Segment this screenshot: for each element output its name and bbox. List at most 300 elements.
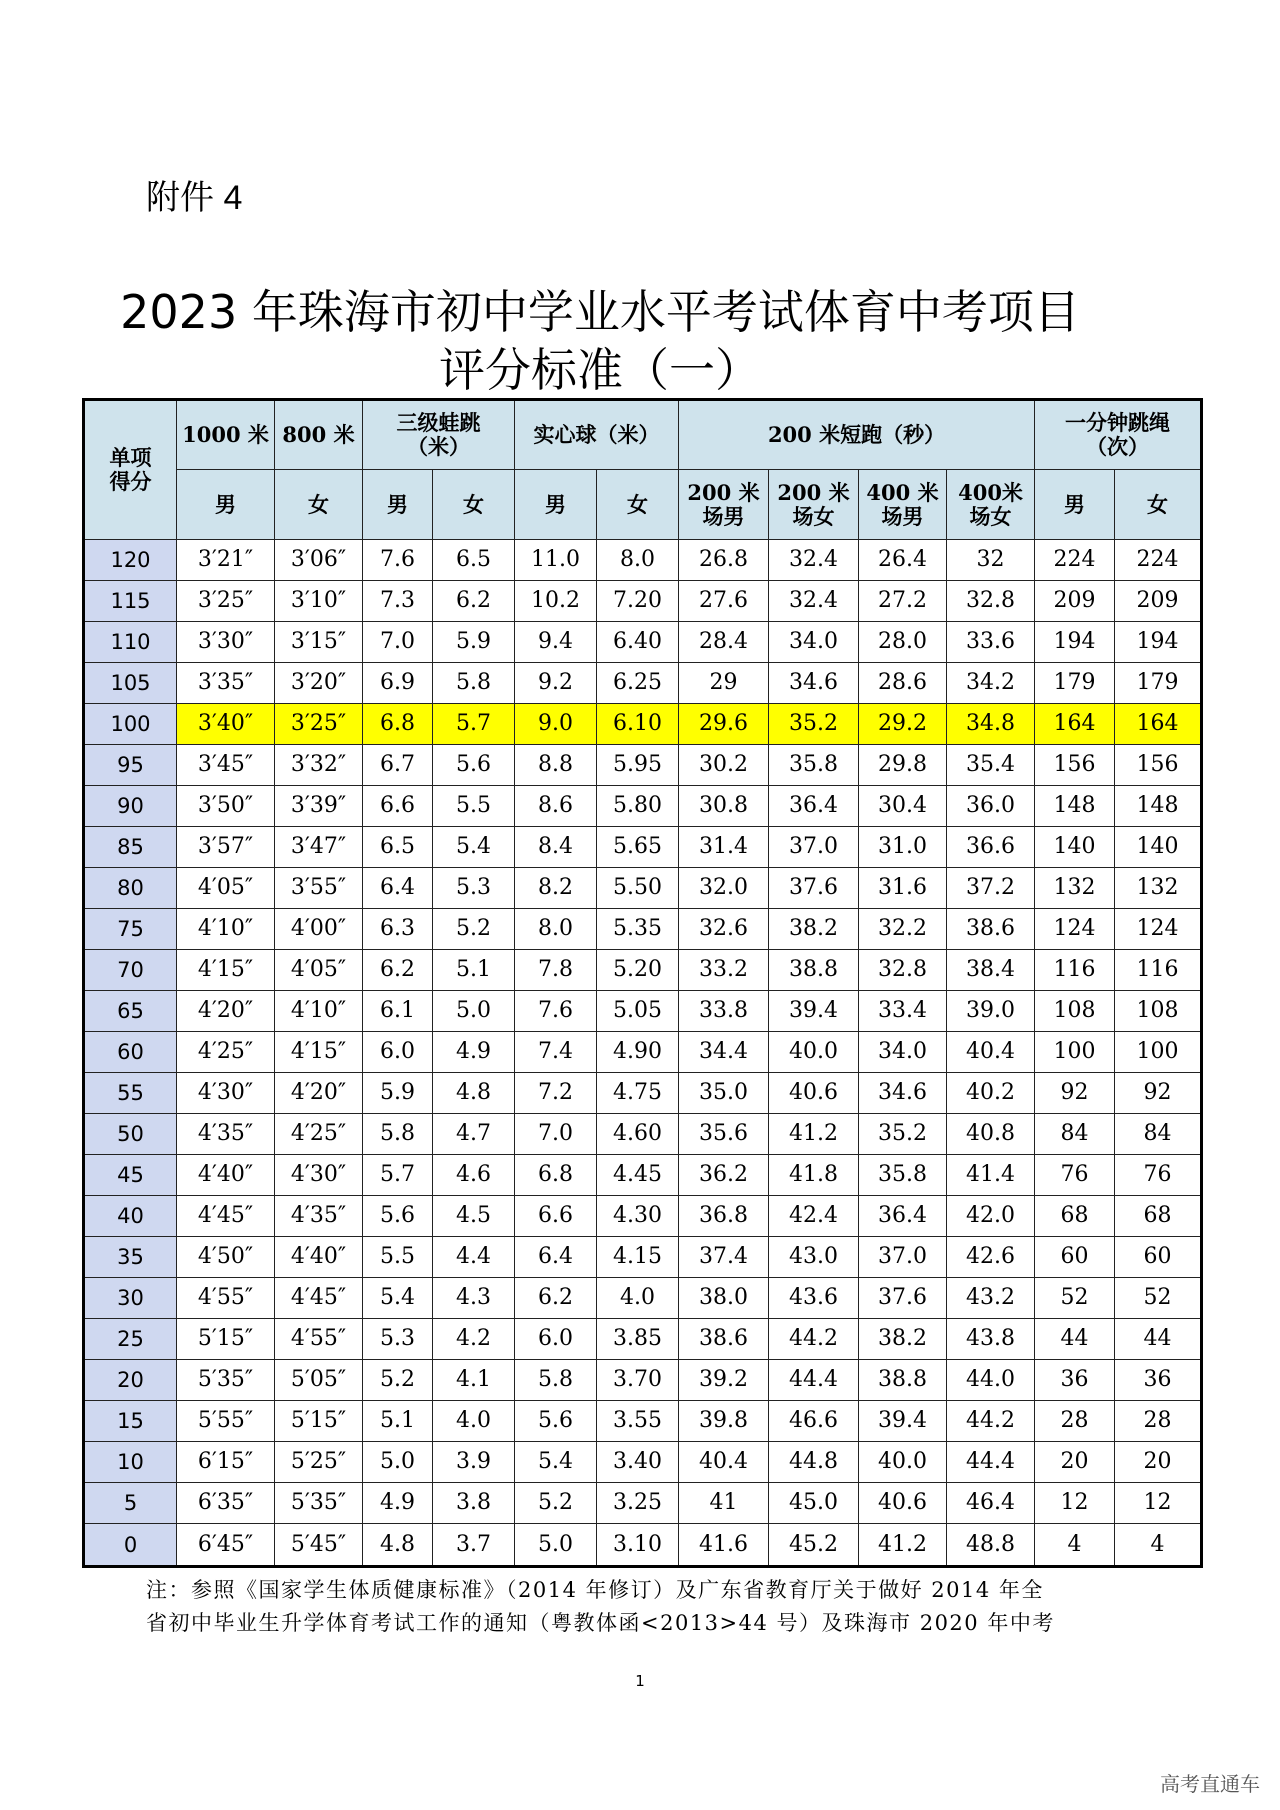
value-cell: 4.30 bbox=[597, 1196, 679, 1237]
value-cell: 3.40 bbox=[597, 1442, 679, 1483]
value-cell: 5.0 bbox=[433, 991, 515, 1032]
table-row bbox=[84, 1360, 1202, 1401]
value-cell: 179 bbox=[1035, 663, 1115, 704]
value-cell: 48.8 bbox=[947, 1524, 1035, 1567]
value-cell: 4.2 bbox=[433, 1319, 515, 1360]
value-cell: 28 bbox=[1035, 1401, 1115, 1442]
value-cell: 41 bbox=[679, 1483, 769, 1524]
value-cell: 36.4 bbox=[769, 786, 859, 827]
value-cell: 68 bbox=[1115, 1196, 1202, 1237]
header-frog-jump-text: 三级蛙跳 （米） bbox=[396, 410, 481, 459]
subheader-cell: 男 bbox=[363, 470, 433, 540]
value-cell: 100 bbox=[1035, 1032, 1115, 1073]
value-cell: 32.6 bbox=[679, 909, 769, 950]
value-cell: 5.35 bbox=[597, 909, 679, 950]
value-cell: 116 bbox=[1035, 950, 1115, 991]
score-cell: 50 bbox=[84, 1114, 177, 1155]
value-cell: 5.5 bbox=[363, 1237, 433, 1278]
value-cell: 224 bbox=[1115, 540, 1202, 581]
score-cell: 10 bbox=[84, 1442, 177, 1483]
value-cell: 4.9 bbox=[363, 1483, 433, 1524]
value-cell: 4.3 bbox=[433, 1278, 515, 1319]
score-cell: 15 bbox=[84, 1401, 177, 1442]
value-cell: 3′40″ bbox=[177, 704, 275, 745]
value-cell: 6.2 bbox=[363, 950, 433, 991]
value-cell: 6.8 bbox=[363, 704, 433, 745]
value-cell: 6.2 bbox=[433, 581, 515, 622]
score-cell: 35 bbox=[84, 1237, 177, 1278]
value-cell: 34.2 bbox=[947, 663, 1035, 704]
score-cell: 45 bbox=[84, 1155, 177, 1196]
value-cell: 76 bbox=[1035, 1155, 1115, 1196]
score-cell: 115 bbox=[84, 581, 177, 622]
value-cell: 4.45 bbox=[597, 1155, 679, 1196]
value-cell: 4′15″ bbox=[275, 1032, 363, 1073]
value-cell: 5.6 bbox=[515, 1401, 597, 1442]
header-score-text: 单项 得分 bbox=[109, 445, 152, 494]
value-cell: 3′10″ bbox=[275, 581, 363, 622]
value-cell: 5.80 bbox=[597, 786, 679, 827]
value-cell: 37.6 bbox=[859, 1278, 947, 1319]
table-row bbox=[84, 1196, 1202, 1237]
value-cell: 6.10 bbox=[597, 704, 679, 745]
value-cell: 3′47″ bbox=[275, 827, 363, 868]
value-cell: 3′45″ bbox=[177, 745, 275, 786]
value-cell: 29.6 bbox=[679, 704, 769, 745]
value-cell: 6.8 bbox=[515, 1155, 597, 1196]
value-cell: 132 bbox=[1115, 868, 1202, 909]
value-cell: 5.2 bbox=[363, 1360, 433, 1401]
value-cell: 38.8 bbox=[859, 1360, 947, 1401]
value-cell: 164 bbox=[1115, 704, 1202, 745]
score-cell: 80 bbox=[84, 868, 177, 909]
table-row bbox=[84, 1401, 1202, 1442]
scoring-table bbox=[82, 398, 1203, 1568]
value-cell: 209 bbox=[1115, 581, 1202, 622]
score-cell: 95 bbox=[84, 745, 177, 786]
table-row bbox=[84, 581, 1202, 622]
table-row bbox=[84, 950, 1202, 991]
value-cell: 4′25″ bbox=[275, 1114, 363, 1155]
value-cell: 4′20″ bbox=[275, 1073, 363, 1114]
value-cell: 27.6 bbox=[679, 581, 769, 622]
value-cell: 43.2 bbox=[947, 1278, 1035, 1319]
value-cell: 4′30″ bbox=[275, 1155, 363, 1196]
value-cell: 9.4 bbox=[515, 622, 597, 663]
value-cell: 60 bbox=[1115, 1237, 1202, 1278]
value-cell: 28.0 bbox=[859, 622, 947, 663]
value-cell: 7.0 bbox=[363, 622, 433, 663]
value-cell: 3.10 bbox=[597, 1524, 679, 1567]
value-cell: 7.8 bbox=[515, 950, 597, 991]
header-1000m bbox=[177, 400, 275, 470]
value-cell: 35.2 bbox=[859, 1114, 947, 1155]
value-cell: 12 bbox=[1115, 1483, 1202, 1524]
value-cell: 108 bbox=[1035, 991, 1115, 1032]
value-cell: 44.4 bbox=[769, 1360, 859, 1401]
value-cell: 5.4 bbox=[363, 1278, 433, 1319]
value-cell: 194 bbox=[1035, 622, 1115, 663]
value-cell: 44.4 bbox=[947, 1442, 1035, 1483]
value-cell: 5.65 bbox=[597, 827, 679, 868]
value-cell: 4′55″ bbox=[177, 1278, 275, 1319]
value-cell: 10.2 bbox=[515, 581, 597, 622]
value-cell: 7.3 bbox=[363, 581, 433, 622]
value-cell: 5.1 bbox=[363, 1401, 433, 1442]
value-cell: 5′45″ bbox=[275, 1524, 363, 1567]
value-cell: 36.8 bbox=[679, 1196, 769, 1237]
value-cell: 8.4 bbox=[515, 827, 597, 868]
score-cell: 40 bbox=[84, 1196, 177, 1237]
value-cell: 3.25 bbox=[597, 1483, 679, 1524]
value-cell: 148 bbox=[1035, 786, 1115, 827]
value-cell: 36.4 bbox=[859, 1196, 947, 1237]
value-cell: 43.6 bbox=[769, 1278, 859, 1319]
subheader-cell: 男 bbox=[1035, 470, 1115, 540]
value-cell: 5′15″ bbox=[275, 1401, 363, 1442]
value-cell: 5.6 bbox=[363, 1196, 433, 1237]
value-cell: 44 bbox=[1035, 1319, 1115, 1360]
value-cell: 12 bbox=[1035, 1483, 1115, 1524]
header-frog-jump bbox=[363, 400, 515, 470]
value-cell: 124 bbox=[1115, 909, 1202, 950]
value-cell: 38.0 bbox=[679, 1278, 769, 1319]
value-cell: 6.9 bbox=[363, 663, 433, 704]
subheader-cell: 男 bbox=[515, 470, 597, 540]
value-cell: 4′30″ bbox=[177, 1073, 275, 1114]
value-cell: 4 bbox=[1035, 1524, 1115, 1567]
value-cell: 40.0 bbox=[859, 1442, 947, 1483]
value-cell: 7.0 bbox=[515, 1114, 597, 1155]
value-cell: 45.0 bbox=[769, 1483, 859, 1524]
table-body bbox=[84, 540, 1202, 1567]
value-cell: 4.0 bbox=[433, 1401, 515, 1442]
value-cell: 52 bbox=[1035, 1278, 1115, 1319]
value-cell: 36 bbox=[1035, 1360, 1115, 1401]
value-cell: 4.75 bbox=[597, 1073, 679, 1114]
table-row bbox=[84, 827, 1202, 868]
table-row bbox=[84, 786, 1202, 827]
value-cell: 5.2 bbox=[515, 1483, 597, 1524]
score-cell: 0 bbox=[84, 1524, 177, 1567]
value-cell: 41.2 bbox=[859, 1524, 947, 1567]
value-cell: 3′30″ bbox=[177, 622, 275, 663]
value-cell: 38.6 bbox=[947, 909, 1035, 950]
value-cell: 32.4 bbox=[769, 581, 859, 622]
value-cell: 39.4 bbox=[769, 991, 859, 1032]
header-row-2 bbox=[84, 470, 1202, 540]
value-cell: 4′55″ bbox=[275, 1319, 363, 1360]
value-cell: 8.2 bbox=[515, 868, 597, 909]
value-cell: 3′20″ bbox=[275, 663, 363, 704]
value-cell: 224 bbox=[1035, 540, 1115, 581]
value-cell: 4′40″ bbox=[275, 1237, 363, 1278]
value-cell: 44.0 bbox=[947, 1360, 1035, 1401]
value-cell: 5′35″ bbox=[275, 1483, 363, 1524]
value-cell: 5.4 bbox=[515, 1442, 597, 1483]
table-row bbox=[84, 1155, 1202, 1196]
value-cell: 30.2 bbox=[679, 745, 769, 786]
value-cell: 4.1 bbox=[433, 1360, 515, 1401]
value-cell: 5.1 bbox=[433, 950, 515, 991]
value-cell: 37.6 bbox=[769, 868, 859, 909]
value-cell: 40.4 bbox=[947, 1032, 1035, 1073]
value-cell: 27.2 bbox=[859, 581, 947, 622]
value-cell: 4.4 bbox=[433, 1237, 515, 1278]
value-cell: 46.4 bbox=[947, 1483, 1035, 1524]
value-cell: 26.8 bbox=[679, 540, 769, 581]
value-cell: 3.85 bbox=[597, 1319, 679, 1360]
header-800m-text: 800 米 bbox=[282, 422, 355, 447]
value-cell: 76 bbox=[1115, 1155, 1202, 1196]
value-cell: 3.8 bbox=[433, 1483, 515, 1524]
value-cell: 32.8 bbox=[859, 950, 947, 991]
value-cell: 4′25″ bbox=[177, 1032, 275, 1073]
header-score bbox=[84, 400, 177, 540]
value-cell: 156 bbox=[1035, 745, 1115, 786]
value-cell: 38.2 bbox=[859, 1319, 947, 1360]
score-cell: 70 bbox=[84, 950, 177, 991]
value-cell: 34.6 bbox=[859, 1073, 947, 1114]
value-cell: 5′55″ bbox=[177, 1401, 275, 1442]
header-sprint bbox=[679, 400, 1035, 470]
footnote-line2: 省初中毕业生升学体育考试工作的通知（粤教体函<2013>44 号）及珠海市 2020 年中考 bbox=[146, 1611, 1055, 1635]
value-cell: 3′21″ bbox=[177, 540, 275, 581]
value-cell: 4.0 bbox=[597, 1278, 679, 1319]
value-cell: 8.0 bbox=[597, 540, 679, 581]
value-cell: 34.4 bbox=[679, 1032, 769, 1073]
value-cell: 42.0 bbox=[947, 1196, 1035, 1237]
value-cell: 132 bbox=[1035, 868, 1115, 909]
value-cell: 3′32″ bbox=[275, 745, 363, 786]
value-cell: 4.9 bbox=[433, 1032, 515, 1073]
value-cell: 140 bbox=[1115, 827, 1202, 868]
table-row bbox=[84, 622, 1202, 663]
value-cell: 39.0 bbox=[947, 991, 1035, 1032]
value-cell: 35.8 bbox=[769, 745, 859, 786]
score-cell: 55 bbox=[84, 1073, 177, 1114]
value-cell: 6.0 bbox=[515, 1319, 597, 1360]
value-cell: 37.2 bbox=[947, 868, 1035, 909]
value-cell: 41.2 bbox=[769, 1114, 859, 1155]
value-cell: 4′35″ bbox=[275, 1196, 363, 1237]
table-row bbox=[84, 540, 1202, 581]
value-cell: 84 bbox=[1115, 1114, 1202, 1155]
score-cell: 20 bbox=[84, 1360, 177, 1401]
value-cell: 6.6 bbox=[515, 1196, 597, 1237]
value-cell: 41.8 bbox=[769, 1155, 859, 1196]
value-cell: 5.50 bbox=[597, 868, 679, 909]
value-cell: 164 bbox=[1035, 704, 1115, 745]
header-jump-rope bbox=[1035, 400, 1202, 470]
value-cell: 4′00″ bbox=[275, 909, 363, 950]
table-row bbox=[84, 1114, 1202, 1155]
header-row-1 bbox=[84, 400, 1202, 470]
value-cell: 39.4 bbox=[859, 1401, 947, 1442]
value-cell: 32.0 bbox=[679, 868, 769, 909]
value-cell: 7.2 bbox=[515, 1073, 597, 1114]
value-cell: 42.6 bbox=[947, 1237, 1035, 1278]
table-row bbox=[84, 1524, 1202, 1567]
value-cell: 4.15 bbox=[597, 1237, 679, 1278]
value-cell: 3.9 bbox=[433, 1442, 515, 1483]
value-cell: 4′10″ bbox=[275, 991, 363, 1032]
subheader-cell: 女 bbox=[597, 470, 679, 540]
value-cell: 11.0 bbox=[515, 540, 597, 581]
value-cell: 35.8 bbox=[859, 1155, 947, 1196]
value-cell: 3′35″ bbox=[177, 663, 275, 704]
subheader-cell: 400 米 场男 bbox=[859, 470, 947, 540]
value-cell: 9.2 bbox=[515, 663, 597, 704]
value-cell: 7.20 bbox=[597, 581, 679, 622]
value-cell: 6′45″ bbox=[177, 1524, 275, 1567]
value-cell: 31.4 bbox=[679, 827, 769, 868]
subheader-cell: 女 bbox=[433, 470, 515, 540]
value-cell: 3′55″ bbox=[275, 868, 363, 909]
value-cell: 33.8 bbox=[679, 991, 769, 1032]
page-title-line1: 2023 年珠海市初中学业水平考试体育中考项目 bbox=[120, 285, 1080, 339]
value-cell: 4′20″ bbox=[177, 991, 275, 1032]
value-cell: 5.9 bbox=[363, 1073, 433, 1114]
value-cell: 41.6 bbox=[679, 1524, 769, 1567]
table-row bbox=[84, 1073, 1202, 1114]
value-cell: 5.95 bbox=[597, 745, 679, 786]
value-cell: 156 bbox=[1115, 745, 1202, 786]
attachment-label: 附件 4 bbox=[146, 179, 243, 217]
value-cell: 26.4 bbox=[859, 540, 947, 581]
value-cell: 4′15″ bbox=[177, 950, 275, 991]
score-cell: 60 bbox=[84, 1032, 177, 1073]
value-cell: 37.0 bbox=[769, 827, 859, 868]
score-cell: 75 bbox=[84, 909, 177, 950]
value-cell: 5′25″ bbox=[275, 1442, 363, 1483]
value-cell: 68 bbox=[1035, 1196, 1115, 1237]
value-cell: 5′35″ bbox=[177, 1360, 275, 1401]
table-row bbox=[84, 991, 1202, 1032]
value-cell: 209 bbox=[1035, 581, 1115, 622]
table-row bbox=[84, 704, 1202, 745]
value-cell: 36.2 bbox=[679, 1155, 769, 1196]
value-cell: 5.7 bbox=[363, 1155, 433, 1196]
value-cell: 124 bbox=[1035, 909, 1115, 950]
table-row bbox=[84, 745, 1202, 786]
subheader-cell: 女 bbox=[1115, 470, 1202, 540]
value-cell: 3.55 bbox=[597, 1401, 679, 1442]
value-cell: 7.6 bbox=[515, 991, 597, 1032]
value-cell: 6.40 bbox=[597, 622, 679, 663]
value-cell: 6.5 bbox=[433, 540, 515, 581]
value-cell: 5.3 bbox=[363, 1319, 433, 1360]
value-cell: 4 bbox=[1115, 1524, 1202, 1567]
value-cell: 3′50″ bbox=[177, 786, 275, 827]
value-cell: 84 bbox=[1035, 1114, 1115, 1155]
value-cell: 32 bbox=[947, 540, 1035, 581]
value-cell: 6.4 bbox=[515, 1237, 597, 1278]
value-cell: 92 bbox=[1035, 1073, 1115, 1114]
value-cell: 6.4 bbox=[363, 868, 433, 909]
watermark: 高考直通车 bbox=[1160, 1772, 1260, 1796]
value-cell: 6.7 bbox=[363, 745, 433, 786]
value-cell: 5.7 bbox=[433, 704, 515, 745]
value-cell: 8.0 bbox=[515, 909, 597, 950]
value-cell: 6′15″ bbox=[177, 1442, 275, 1483]
page-number: 1 bbox=[635, 1672, 645, 1690]
table-row bbox=[84, 909, 1202, 950]
table-row bbox=[84, 1237, 1202, 1278]
value-cell: 194 bbox=[1115, 622, 1202, 663]
value-cell: 6.5 bbox=[363, 827, 433, 868]
value-cell: 3′25″ bbox=[177, 581, 275, 622]
score-cell: 65 bbox=[84, 991, 177, 1032]
value-cell: 4′05″ bbox=[177, 868, 275, 909]
score-cell: 5 bbox=[84, 1483, 177, 1524]
score-cell: 30 bbox=[84, 1278, 177, 1319]
score-cell: 105 bbox=[84, 663, 177, 704]
header-800m bbox=[275, 400, 363, 470]
value-cell: 34.0 bbox=[769, 622, 859, 663]
table-row bbox=[84, 1442, 1202, 1483]
value-cell: 6.2 bbox=[515, 1278, 597, 1319]
value-cell: 32.2 bbox=[859, 909, 947, 950]
value-cell: 36.0 bbox=[947, 786, 1035, 827]
value-cell: 5.4 bbox=[433, 827, 515, 868]
value-cell: 6.3 bbox=[363, 909, 433, 950]
value-cell: 35.0 bbox=[679, 1073, 769, 1114]
table-row bbox=[84, 1483, 1202, 1524]
value-cell: 3′57″ bbox=[177, 827, 275, 868]
subheader-cell: 男 bbox=[177, 470, 275, 540]
value-cell: 38.2 bbox=[769, 909, 859, 950]
value-cell: 108 bbox=[1115, 991, 1202, 1032]
value-cell: 8.8 bbox=[515, 745, 597, 786]
score-cell: 100 bbox=[84, 704, 177, 745]
value-cell: 4.5 bbox=[433, 1196, 515, 1237]
value-cell: 5′15″ bbox=[177, 1319, 275, 1360]
value-cell: 35.6 bbox=[679, 1114, 769, 1155]
header-medicine-ball bbox=[515, 400, 679, 470]
value-cell: 6.0 bbox=[363, 1032, 433, 1073]
value-cell: 3′06″ bbox=[275, 540, 363, 581]
value-cell: 33.4 bbox=[859, 991, 947, 1032]
value-cell: 4.90 bbox=[597, 1032, 679, 1073]
value-cell: 34.6 bbox=[769, 663, 859, 704]
value-cell: 3.7 bbox=[433, 1524, 515, 1567]
value-cell: 29 bbox=[679, 663, 769, 704]
subheader-cell: 女 bbox=[275, 470, 363, 540]
value-cell: 5.8 bbox=[515, 1360, 597, 1401]
value-cell: 6.25 bbox=[597, 663, 679, 704]
value-cell: 140 bbox=[1035, 827, 1115, 868]
value-cell: 35.2 bbox=[769, 704, 859, 745]
value-cell: 5.5 bbox=[433, 786, 515, 827]
value-cell: 37.4 bbox=[679, 1237, 769, 1278]
value-cell: 28.6 bbox=[859, 663, 947, 704]
value-cell: 5.0 bbox=[363, 1442, 433, 1483]
value-cell: 43.0 bbox=[769, 1237, 859, 1278]
value-cell: 5.2 bbox=[433, 909, 515, 950]
value-cell: 60 bbox=[1035, 1237, 1115, 1278]
table-row bbox=[84, 1319, 1202, 1360]
value-cell: 39.2 bbox=[679, 1360, 769, 1401]
value-cell: 100 bbox=[1115, 1032, 1202, 1073]
value-cell: 6′35″ bbox=[177, 1483, 275, 1524]
table-row bbox=[84, 1278, 1202, 1319]
footnote bbox=[146, 1574, 1146, 1640]
value-cell: 5.0 bbox=[515, 1524, 597, 1567]
value-cell: 40.6 bbox=[769, 1073, 859, 1114]
value-cell: 37.0 bbox=[859, 1237, 947, 1278]
value-cell: 4′45″ bbox=[275, 1278, 363, 1319]
